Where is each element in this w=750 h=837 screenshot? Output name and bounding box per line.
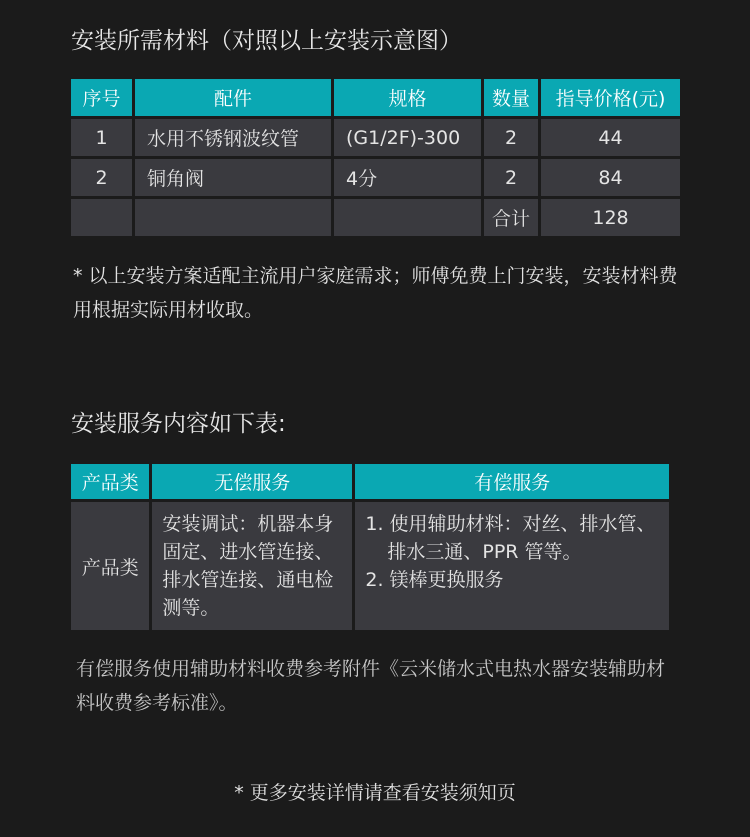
cell-category: 产品类	[71, 502, 149, 630]
header-quantity: 数量	[484, 79, 538, 116]
cell-quantity: 2	[484, 159, 538, 196]
services-note: 有偿服务使用辅助材料收费参考附件《云米储水式电热水器安装辅助材料收费参考标准》。	[76, 658, 666, 714]
table-row	[71, 502, 669, 630]
header-part: 配件	[135, 79, 331, 116]
cell-paid-service	[355, 502, 669, 630]
cell-empty	[135, 199, 331, 236]
header-paid-service: 有偿服务	[355, 464, 669, 499]
cell-index: 1	[71, 119, 132, 156]
cell-index: 2	[71, 159, 132, 196]
footer-note: * 更多安装详情请查看安装须知页	[234, 782, 516, 804]
header-free-service: 无偿服务	[152, 464, 352, 499]
table-row	[71, 159, 680, 196]
cell-part: 水用不锈钢波纹管	[135, 119, 331, 156]
cell-empty	[334, 199, 481, 236]
header-price: 指导价格(元)	[541, 79, 680, 116]
header-category: 产品类	[71, 464, 149, 499]
list-item: 2. 镁棒更换服务	[365, 569, 504, 591]
total-row	[71, 199, 680, 236]
cell-free-service: 安装调试：机器本身固定、进水管连接、排水管连接、通电检测等。	[152, 502, 352, 630]
header-index: 序号	[71, 79, 132, 116]
materials-table	[68, 76, 683, 239]
services-table	[68, 461, 672, 633]
cell-part: 铜角阀	[135, 159, 331, 196]
header-spec: 规格	[334, 79, 481, 116]
cell-price: 44	[541, 119, 680, 156]
cell-quantity: 2	[484, 119, 538, 156]
services-header-row	[71, 464, 669, 499]
list-item: 1. 使用辅助材料：对丝、排水管、排水三通、PPR 管等。	[365, 513, 656, 563]
materials-title: 安装所需材料（对照以上安装示意图）	[71, 28, 462, 54]
total-value: 128	[541, 199, 680, 236]
cell-spec: 4分	[334, 159, 481, 196]
materials-note: * 以上安装方案适配主流用户家庭需求；师傅免费上门安装，安装材料费用根据实际用材收取。	[73, 265, 678, 321]
total-label: 合计	[484, 199, 538, 236]
paid-service-list	[365, 510, 659, 594]
services-title: 安装服务内容如下表:	[71, 411, 286, 437]
table-row	[71, 119, 680, 156]
cell-spec: (G1/2F)-300	[334, 119, 481, 156]
cell-price: 84	[541, 159, 680, 196]
materials-header-row	[71, 79, 680, 116]
cell-empty	[71, 199, 132, 236]
